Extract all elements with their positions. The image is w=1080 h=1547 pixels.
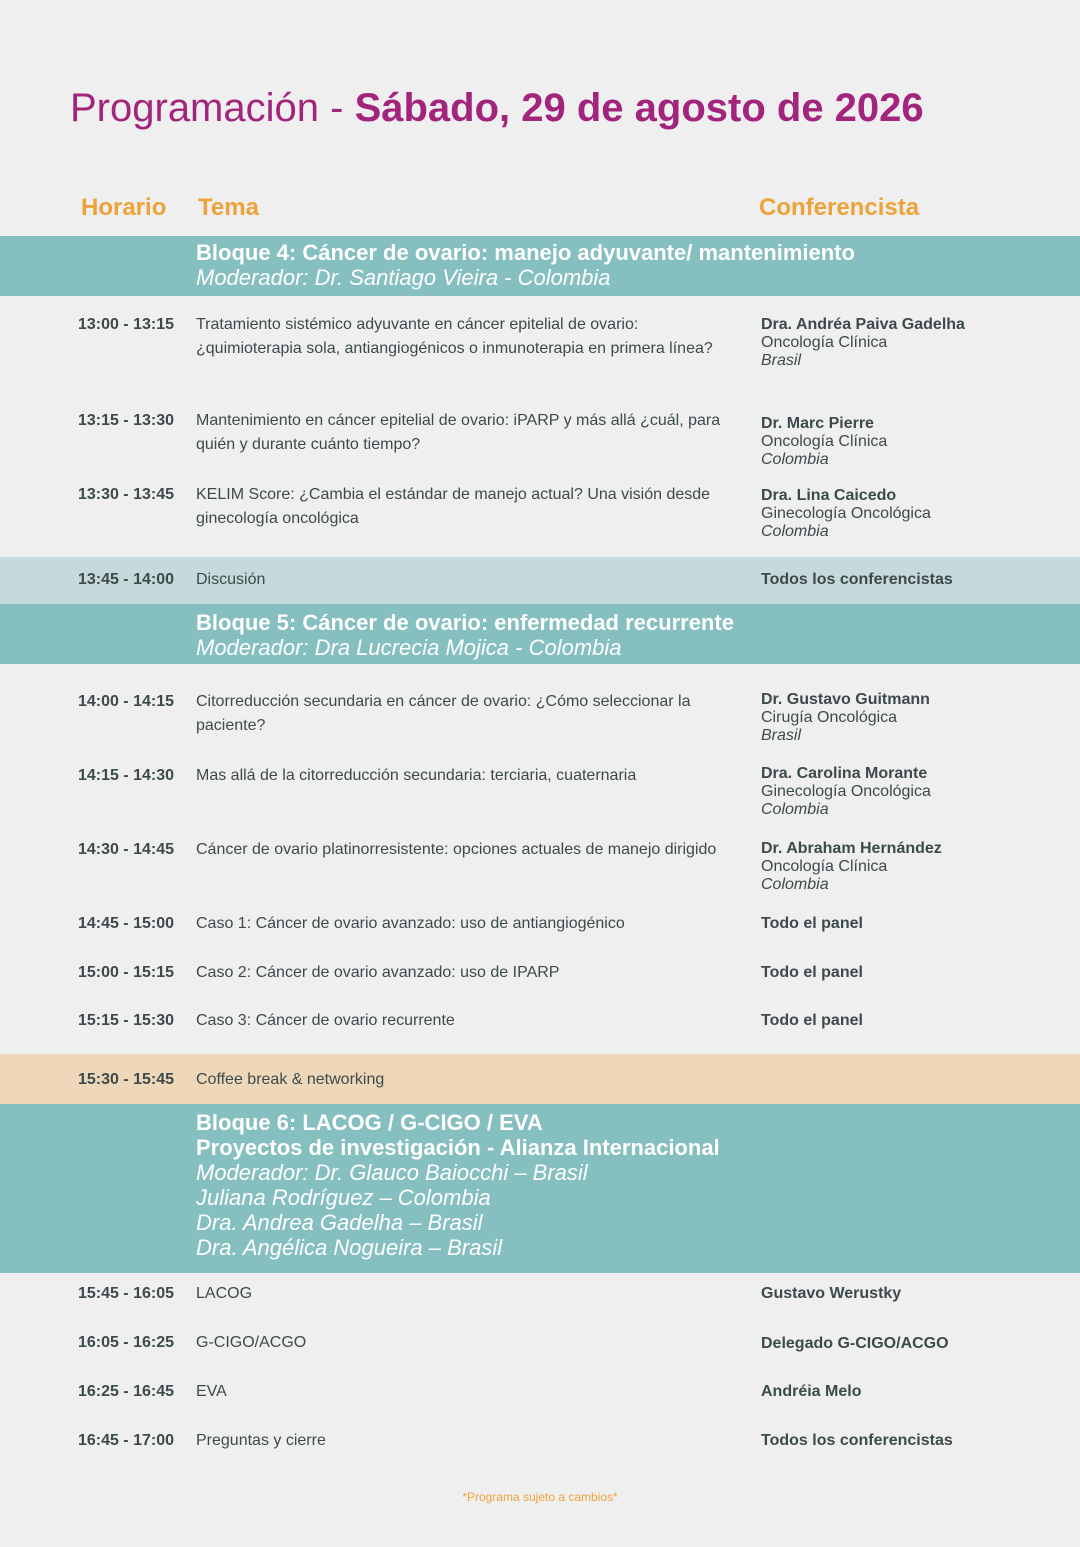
block-4-moderator: Moderador: Dr. Santiago Vieira - Colombia <box>196 265 611 290</box>
row-topic: Caso 3: Cáncer de ovario recurrente <box>196 1012 455 1029</box>
block-5-text <box>196 610 734 660</box>
row-time: 16:05 - 16:25 <box>77 1334 174 1351</box>
speaker-country: Colombia <box>761 523 829 540</box>
row-speaker <box>761 316 1061 370</box>
speaker-country: Colombia <box>761 876 829 893</box>
block-6-title: Bloque 6: LACOG / G-CIGO / EVA <box>196 1110 543 1135</box>
speaker-specialty: Oncología Clínica <box>761 858 888 875</box>
row-topic: Caso 2: Cáncer de ovario avanzado: uso de IPARP <box>196 964 560 981</box>
row-topic: Discusión <box>196 571 266 588</box>
row-topic: Cáncer de ovario platinorresistente: opciones actuales de manejo dirigido <box>196 841 717 858</box>
block-4-text <box>196 240 855 290</box>
row-topic: Coffee break & networking <box>196 1071 385 1088</box>
block-5-title: Bloque 5: Cáncer de ovario: enfermedad recurrente <box>196 610 734 635</box>
row-topic: Mas allá de la citorreducción secundaria: terciaria, cuaternaria <box>196 767 637 784</box>
block-6-moderator: Moderador: Dr. Glauco Baiocchi – Brasil <box>196 1160 588 1185</box>
header-time: Horario <box>81 194 167 221</box>
row-time: 13:30 - 13:45 <box>77 486 174 503</box>
speaker-name: Dra. Lina Caicedo <box>761 487 897 504</box>
row-speaker <box>761 691 1061 745</box>
row-time: 13:00 - 13:15 <box>77 316 174 333</box>
speaker-country: Brasil <box>761 352 802 369</box>
speaker-specialty: Cirugía Oncológica <box>761 709 898 726</box>
footnote: *Programa sujeto a cambios* <box>462 1490 618 1504</box>
row-time: 14:30 - 14:45 <box>77 841 174 858</box>
header-speaker: Conferencista <box>759 194 920 221</box>
row-time: 13:45 - 14:00 <box>77 571 174 588</box>
speaker-specialty: Oncología Clínica <box>761 334 888 351</box>
block-5-moderator: Moderador: Dra Lucrecia Mojica - Colombia <box>196 635 622 660</box>
row-speaker <box>761 487 1061 541</box>
row-speaker: Todo el panel <box>761 1012 863 1029</box>
speaker-name: Dra. Andréa Paiva Gadelha <box>761 316 965 333</box>
row-speaker <box>761 415 1061 469</box>
row-time: 14:45 - 15:00 <box>77 915 174 932</box>
row-topic: G-CIGO/ACGO <box>196 1334 307 1351</box>
speaker-specialty: Oncología Clínica <box>761 433 888 450</box>
row-time: 16:45 - 17:00 <box>77 1432 174 1449</box>
speaker-name: Dr. Abraham Hernández <box>761 840 942 857</box>
block-6-panelist: Dra. Andrea Gadelha – Brasil <box>196 1210 483 1235</box>
row-speaker: Todo el panel <box>761 964 863 981</box>
block-6-subtitle: Proyectos de investigación - Alianza Internacional <box>196 1135 720 1160</box>
speaker-specialty: Ginecología Oncológica <box>761 783 931 800</box>
row-speaker: Andréia Melo <box>761 1383 862 1400</box>
row-speaker: Todo el panel <box>761 915 863 932</box>
row-time: 14:00 - 14:15 <box>77 693 174 710</box>
row-topic: Citorreducción secundaria en cáncer de ovario: ¿Cómo seleccionar la paciente? <box>196 693 691 734</box>
row-speaker: Gustavo Werustky <box>761 1285 902 1302</box>
speaker-name: Dra. Carolina Morante <box>761 765 928 782</box>
row-speaker <box>761 765 1061 819</box>
row-time: 14:15 - 14:30 <box>77 767 174 784</box>
discussion-band <box>0 557 1080 604</box>
block-6-panelist: Dra. Angélica Nogueira – Brasil <box>196 1235 503 1260</box>
row-topic: Tratamiento sistémico adyuvante en cáncer epitelial de ovario: ¿quimioterapia sola, antiangiogénicos o inmunoterapia en primera línea? <box>196 316 713 357</box>
speaker-specialty: Ginecología Oncológica <box>761 505 931 522</box>
row-time: 15:00 - 15:15 <box>77 964 174 981</box>
row-speaker: Todos los conferencistas <box>761 571 953 588</box>
speaker-country: Colombia <box>761 801 829 818</box>
block-4-band <box>0 236 1080 296</box>
block-6-text <box>196 1110 720 1260</box>
page-title <box>70 82 924 134</box>
speaker-name: Dr. Marc Pierre <box>761 415 874 432</box>
row-time: 15:45 - 16:05 <box>77 1285 174 1302</box>
row-speaker <box>761 840 1061 894</box>
speaker-name: Dr. Gustavo Guitmann <box>761 691 930 708</box>
page-title-prefix: Programación - <box>70 86 355 130</box>
row-speaker: Delegado G-CIGO/ACGO <box>761 1335 949 1352</box>
row-time: 16:25 - 16:45 <box>77 1383 174 1400</box>
row-topic: LACOG <box>196 1285 253 1302</box>
row-time: 13:15 - 13:30 <box>77 412 174 429</box>
speaker-country: Brasil <box>761 727 802 744</box>
row-time: 15:15 - 15:30 <box>77 1012 174 1029</box>
row-topic: EVA <box>196 1383 227 1400</box>
row-time: 15:30 - 15:45 <box>77 1071 174 1088</box>
header-topic: Tema <box>198 194 259 221</box>
row-speaker: Todos los conferencistas <box>761 1432 953 1449</box>
row-topic: KELIM Score: ¿Cambia el estándar de manejo actual? Una visión desde ginecología oncológica <box>196 486 711 527</box>
row-topic: Caso 1: Cáncer de ovario avanzado: uso de antiangiogénico <box>196 915 625 932</box>
coffee-break-band <box>0 1054 1080 1104</box>
row-topic: Preguntas y cierre <box>196 1432 326 1449</box>
block-4-title: Bloque 4: Cáncer de ovario: manejo adyuvante/ mantenimiento <box>196 240 855 265</box>
block-6-band <box>0 1104 1080 1273</box>
row-topic: Mantenimiento en cáncer epitelial de ovario: iPARP y más allá ¿cuál, para quién y durante cuánto tiempo? <box>196 412 721 453</box>
block-5-band <box>0 604 1080 664</box>
page-title-date: Sábado, 29 de agosto de 2026 <box>354 86 924 130</box>
block-6-panelist: Juliana Rodríguez – Colombia <box>196 1185 491 1210</box>
speaker-country: Colombia <box>761 451 829 468</box>
